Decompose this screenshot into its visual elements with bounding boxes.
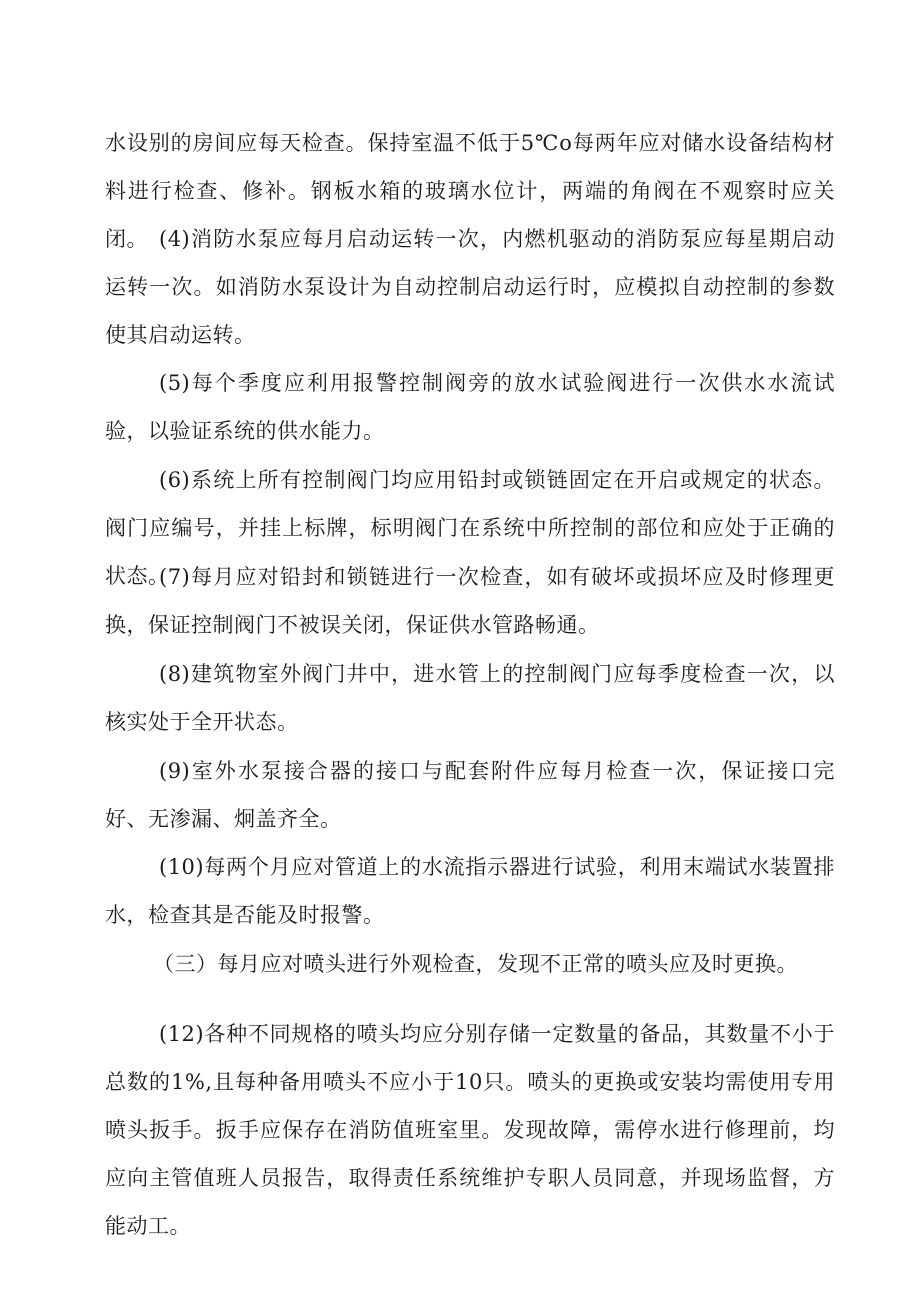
paragraph-item-6: (6)系统上所有控制阀门均应用铅封或锁链固定在开启或规定的状态。阀门应编号，并挂上标牌，标明阀门在系统中所控制的部位和应处于正确的状态。: [105, 468, 835, 588]
paragraph-item-4: (4)消防水泵应每月启动运转一次，内燃机驱动的消防泵应每星期启动运转一次。如消防水泵设计为自动控制启动运行时，应模拟自动控制的参数使其启动运转。: [105, 227, 835, 347]
paragraph-item-10: (10)每两个月应对管道上的水流指示器进行试验，利用末端试水装置排水，检查其是否能及时报警。: [105, 855, 835, 927]
paragraph-item-5: (5)每个季度应利用报警控制阀旁的放水试验阀进行一次供水水流试验，以验证系统的供水能力。: [105, 371, 835, 443]
paragraph-item-12: (12)各种不同规格的喷头均应分别存储一定数量的备品，其数量不小于总数的1%,且每种备用喷头不应小于10只。喷头的更换或安装均需使用专用喷头扳手。扳手应保存在消防值班室里。发现故障，需停水进行修理前，均应向主管值班人员报告，取得责任系统维护专职人员同意，并现场监督，方能动工。: [105, 1022, 835, 1238]
paragraph-item-8: (8)建筑物室外阀门井中，进水管上的控制阀门应每季度检查一次，以核实处于全开状态。: [105, 662, 835, 734]
paragraph-section-three: （三）每月应对喷头进行外观检查，发现不正常的喷头应及时更换。: [153, 952, 798, 976]
paragraph-item-9: (9)室外水泵接合器的接口与配套附件应每月检查一次，保证接口完好、无渗漏、炯盖齐全。: [105, 759, 835, 831]
paragraph-water-storage-check: 水设别的房间应每天检查。保持室温不低于5℃o每两年应对储水设备结构材料进行检查、修补。钢板水箱的玻璃水位计，两端的角阀在不观察时应关闭。: [105, 131, 835, 251]
paragraph-item-7: (7)每月应对铅封和锁链进行一次检查，如有破坏或损坏应及时修理更换，保证控制阀门不被误关闭，保证供水管路畅通。: [105, 565, 835, 637]
